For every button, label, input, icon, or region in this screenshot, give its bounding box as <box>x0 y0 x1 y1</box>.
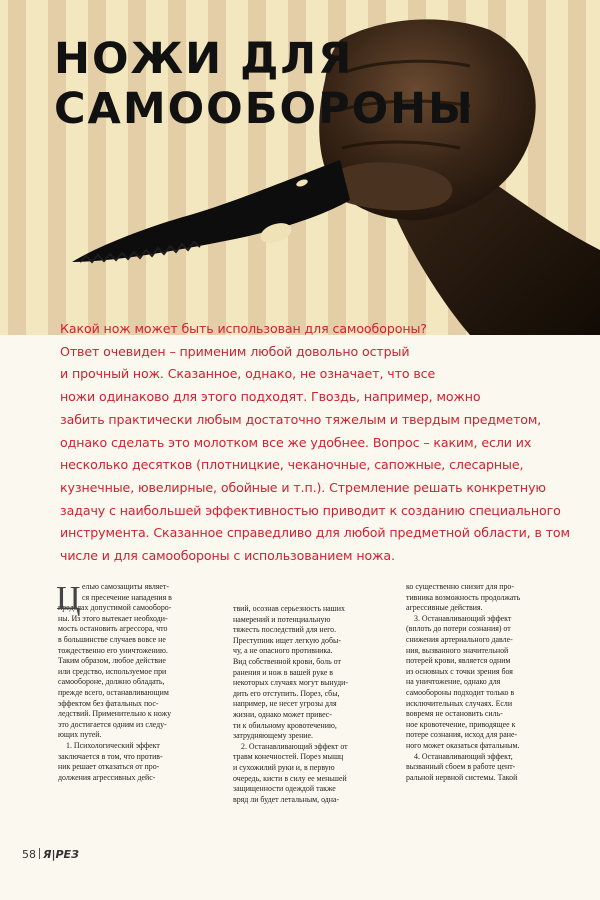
body-line: должения агрессивных дейс- <box>58 772 156 782</box>
body-line: ны. Из этого вытекает необходи- <box>58 613 168 623</box>
body-line: Вид собственной крови, боль от <box>233 656 341 666</box>
lead-line: забить практически любым достаточно тяжелым и твердым предметом, <box>60 411 542 427</box>
body-line: очередь, кисти в силу ее меньшей <box>233 773 347 783</box>
body-line: тождественно его уничтожению. <box>58 645 168 655</box>
body-line: вряд ли будет летальным, одна- <box>233 794 340 804</box>
title-line-2: САМООБОРОНЫ <box>54 84 475 134</box>
footer-divider <box>39 848 40 859</box>
body-line: елью самозащиты являет- <box>82 582 169 591</box>
body-line: тяжесть последствий для него. <box>233 625 337 635</box>
body-line: ник решает отказаться от про- <box>58 762 160 772</box>
body-line: заключается в том, что против- <box>58 751 163 761</box>
lead-line: числе и для самообороны с использованием ножа. <box>60 548 395 564</box>
body-line: твий, осознав серьезность наших <box>233 604 345 613</box>
body-line: ся пресечение нападения в <box>82 592 172 602</box>
lead-paragraph <box>60 318 580 568</box>
body-line: затрудняющему зрение. <box>233 731 313 741</box>
body-line: самообороны подходит только в <box>406 687 515 697</box>
body-line: ко существенно снизит для про- <box>406 582 514 591</box>
drop-cap: Ц <box>56 580 81 617</box>
body-line: травм конечностей. Порез мышц <box>233 752 344 762</box>
lead-line: Ответ очевиден – применим любой довольно острый <box>60 343 410 359</box>
body-line: дить его отступить. Порез, сбы, <box>233 688 340 698</box>
hero-photo <box>0 0 600 335</box>
column-3 <box>406 582 568 783</box>
lead-line: задачу с наибольшей эффективностью приводит к созданию специального <box>60 502 561 518</box>
body-line: агрессивные действия. <box>406 603 483 613</box>
body-line: ледствий. Применительно к ножу <box>58 709 172 719</box>
body-line: чу, а не опасного противника. <box>233 646 333 656</box>
lead-line: несколько десятков (плотницкие, чеканочные, сапожные, слесарные, <box>60 457 524 473</box>
body-line: в большинстве случаев вовсе не <box>58 634 166 644</box>
column-2 <box>233 604 395 805</box>
body-line: 4. Останавливающий эффект, <box>414 751 513 761</box>
body-line: эффектом без фатальных пос- <box>58 698 159 708</box>
page-footer <box>22 848 79 861</box>
body-line: 3. Останавливающий эффект <box>414 613 512 623</box>
body-line: или средство, используемое при <box>58 666 167 676</box>
lead-line: инструмента. Сказанное справедливо для любой предметной области, в том <box>60 525 570 541</box>
body-line: самообороне, должно обладать, <box>58 677 165 687</box>
body-line: тивника возможность продолжать <box>406 592 521 602</box>
body-columns <box>58 582 588 827</box>
body-line: некоторых случаях могут вынуди- <box>233 678 348 688</box>
column-1 <box>58 582 220 783</box>
body-line: на уничтожение, однако для <box>406 677 501 687</box>
lead-line: кузнечные, ювелирные, обойные и т.п.). Стремление решать конкретную <box>60 479 546 495</box>
body-line: потерей крови, является одним <box>406 656 511 666</box>
lead-line: ножи одинаково для этого подходят. Гвоздь, например, можно <box>60 389 481 405</box>
page-number: 58 <box>22 848 36 861</box>
body-line: ного может оказаться фатальным. <box>406 740 520 750</box>
body-line: 2. Останавливающий эффект от <box>241 741 348 751</box>
body-line: ния, вызванного значительной <box>406 645 509 655</box>
body-line: Преступник ищет легкую добы- <box>233 635 341 645</box>
body-line: и сухожилий руки и, в первую <box>233 762 335 772</box>
body-line: ральной нервной системы. Такой <box>406 772 518 782</box>
body-line: это достигается одним из следу- <box>58 719 167 729</box>
body-line: ранения и нож в вашей руке в <box>233 667 334 677</box>
body-line: вызванный сбоем в работе цент- <box>406 762 516 772</box>
body-line: намерений и потенциальную <box>233 614 331 624</box>
body-line: потере сознания, исход для ране- <box>406 730 518 740</box>
body-line: 1. Психологический эффект <box>66 740 160 750</box>
body-line: (вплоть до потери сознания) от <box>406 624 511 634</box>
body-line: например, не несет угрозы для <box>233 699 337 709</box>
body-line: из основных с точки зрения боя <box>406 666 513 676</box>
body-line: жизни, однако может привес- <box>233 709 332 719</box>
article-title <box>54 34 475 134</box>
magazine-logo: Я|РЕЗ <box>43 848 79 861</box>
body-line: ти к обильному кровотечению, <box>233 720 337 730</box>
lead-line: и прочный нож. Сказанное, однако, не означает, что все <box>60 366 436 382</box>
body-line: ное кровотечение, приводящее к <box>406 719 516 729</box>
body-line: снижения артериального давле- <box>406 634 513 644</box>
body-line: исключительных случаях. Если <box>406 698 513 708</box>
body-line: пределах допустимой самооборо- <box>58 603 172 613</box>
body-line: защищенности одеждой также <box>233 784 336 794</box>
body-line: мость остановить агрессора, что <box>58 624 168 634</box>
title-line-1: НОЖИ ДЛЯ <box>54 34 354 84</box>
body-line: Таким образом, любое действие <box>58 656 166 666</box>
body-line: вовремя не остановить силь- <box>406 709 503 719</box>
body-line: ющих путей. <box>58 730 102 740</box>
lead-line: однако сделать это молотком все же удобнее. Вопрос – каким, если их <box>60 434 532 450</box>
body-line: прежде всего, останавливающим <box>58 687 169 697</box>
lead-line: Какой нож может быть использован для самообороны? <box>60 321 427 336</box>
